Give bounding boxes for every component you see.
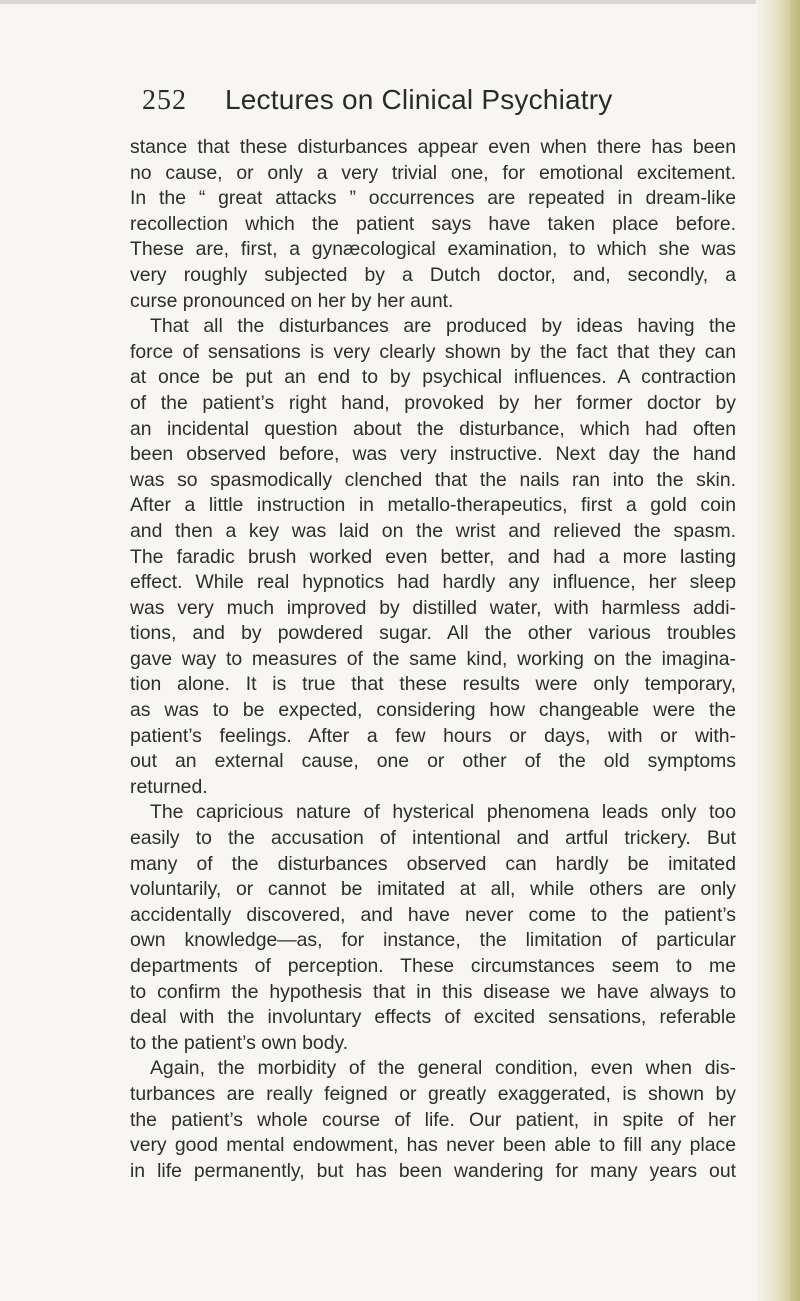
- text-line: These are, first, a gynæcological examination, to which she was: [130, 238, 736, 261]
- text-line: returned.: [130, 775, 208, 798]
- text-line: In the “ great attacks ” occurrences are repeated in dream-like: [130, 187, 736, 210]
- text-line: turbances are really feigned or greatly exaggerated, is shown by: [130, 1082, 736, 1105]
- body-text: [130, 135, 736, 1184]
- text-line: Again, the morbidity of the general condition, even when dis-: [150, 1057, 736, 1080]
- running-head: Lectures on Clinical Psychiatry: [225, 84, 613, 115]
- text-line: very roughly subjected by a Dutch doctor, and, secondly, a: [130, 263, 736, 286]
- text-line: accidentally discovered, and have never come to the patient’s: [130, 903, 736, 926]
- text-line: curse pronounced on her by her aunt.: [130, 289, 454, 312]
- text-line: to confirm the hypothesis that in this disease we have always to: [130, 980, 736, 1003]
- text-line: patient’s feelings. After a few hours or days, with or with-: [130, 724, 736, 747]
- text-line: stance that these disturbances appear even when there has been: [130, 136, 736, 158]
- text-line: no cause, or only a very trivial one, for emotional excitement.: [130, 161, 736, 184]
- text-line: deal with the involuntary effects of excited sensations, referable: [130, 1006, 736, 1029]
- text-line: easily to the accusation of intentional and artful trickery. But: [130, 827, 736, 850]
- page-number: 252: [142, 85, 187, 116]
- text-line: departments of perception. These circumstances seem to me: [130, 955, 736, 977]
- text-line: the patient’s whole course of life. Our patient, in spite of her: [130, 1108, 736, 1131]
- text-line: effect. While real hypnotics had hardly any influence, her sleep: [130, 571, 736, 594]
- text-line: After a little instruction in metallo-therapeutics, first a gold coin: [130, 494, 736, 517]
- text-line: out an external cause, one or other of the old symptoms: [130, 750, 736, 773]
- text-line: That all the disturbances are produced by ideas having the: [150, 315, 736, 338]
- text-line: tions, and by powdered sugar. All the other various troubles: [130, 622, 736, 645]
- text-line: gave way to measures of the same kind, working on the imagina-: [130, 647, 736, 670]
- text-line: own knowledge—as, for instance, the limitation of particular: [130, 929, 736, 952]
- text-line: of the patient’s right hand, provoked by her former doctor by: [130, 391, 736, 414]
- page-edge-shadow: [756, 0, 800, 1301]
- text-line: and then a key was laid on the wrist and relieved the spasm.: [130, 519, 736, 542]
- text-line: tion alone. It is true that these results were only temporary,: [130, 673, 736, 696]
- text-line: force of sensations is very clearly shown by the fact that they can: [130, 340, 736, 363]
- text-line: voluntarily, or cannot be imitated at all, while others are only: [130, 878, 736, 901]
- text-line: recollection which the patient says have taken place before.: [130, 212, 736, 235]
- text-line: was very much improved by distilled water, with harmless addi-: [130, 596, 736, 619]
- text-line: been observed before, was very instructive. Next day the hand: [130, 443, 736, 466]
- text-line: an incidental question about the disturbance, which had often: [130, 417, 736, 440]
- text-line: as was to be expected, considering how changeable were the: [130, 699, 736, 722]
- text-line: many of the disturbances observed can hardly be imitated: [130, 852, 736, 875]
- text-line: very good mental endowment, has never been able to fill any place: [130, 1134, 736, 1157]
- text-line: at once be put an end to by psychical influences. A contraction: [130, 366, 736, 389]
- page-header: [142, 84, 702, 130]
- top-border: [0, 0, 800, 4]
- text-line: The capricious nature of hysterical phenomena leads only too: [150, 801, 736, 824]
- text-line: in life permanently, but has been wandering for many years out: [130, 1159, 736, 1182]
- text-line: was so spasmodically clenched that the nails ran into the skin.: [130, 468, 736, 491]
- text-line: The faradic brush worked even better, and had a more lasting: [130, 545, 736, 568]
- text-line: to the patient’s own body.: [130, 1031, 349, 1054]
